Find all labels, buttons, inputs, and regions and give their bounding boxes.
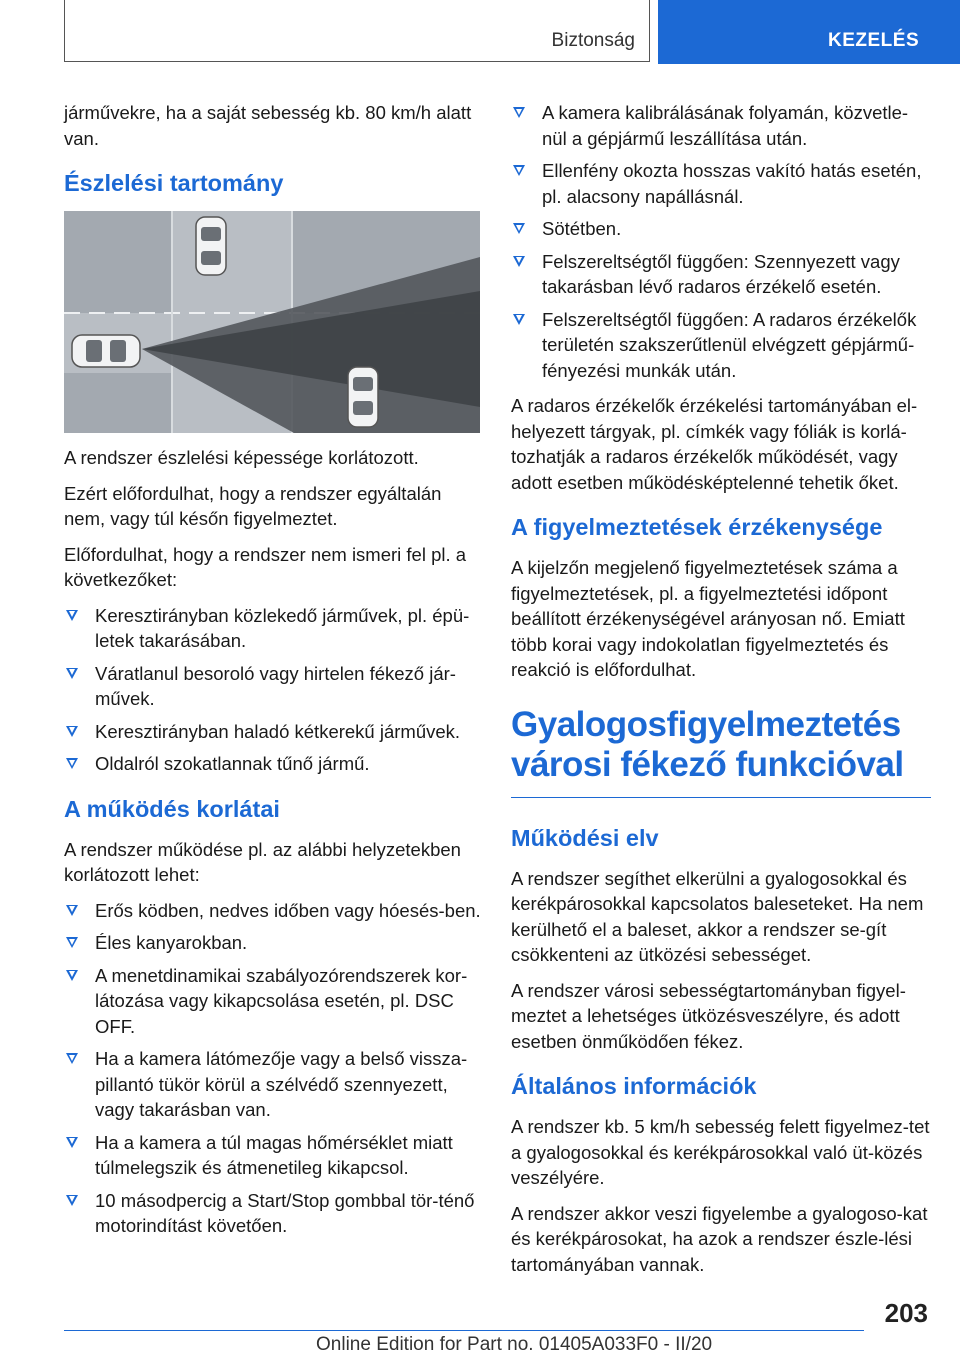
- triangle-bullet-icon: [66, 758, 78, 769]
- triangle-bullet-icon: [66, 1137, 78, 1148]
- right-column: [511, 100, 931, 1287]
- paragraph-radar-objects: A radaros érzékelők érzékelési tartományában el-helyezett tárgyak, pl. címkék vagy fóliák is korlá-tozhatják a radaros érzékelők működését, vagy adott esetben működésképtelenné tehetik őket.: [511, 395, 918, 493]
- vehicle-crossing-bottom: [348, 367, 378, 427]
- list-not-recognized: [64, 603, 484, 777]
- footer-edition: Online Edition for Part no. 01405A033F0 - II/20: [316, 1334, 713, 1355]
- list-item: 10 másodpercig a Start/Stop gombbal tör-ténő motorindítást követően.: [64, 1188, 484, 1239]
- paragraph-late-warning: Ezért előfordulhat, hogy a rendszer egyáltalán nem, vagy túl későn figyelmeztet.: [64, 482, 442, 529]
- list-limitations-continued: [511, 100, 931, 383]
- triangle-bullet-icon: [513, 223, 525, 234]
- list-item: Éles kanyarokban.: [64, 930, 484, 956]
- footer-divider: [64, 1330, 864, 1331]
- triangle-bullet-icon: [66, 905, 78, 916]
- list-item: Keresztirányban közlekedő járművek, pl. épü-letek takarásában.: [64, 603, 484, 654]
- paragraph-not-recognized: Előfordulhat, hogy a rendszer nem ismeri fel pl. a következőket:: [64, 543, 467, 590]
- list-item: Felszereltségtől függően: A radaros érzékelők területén szakszerűtlenül elvégzett gépjármű-fényezési munkák után.: [511, 307, 931, 384]
- triangle-bullet-icon: [66, 970, 78, 981]
- list-item: Erős ködben, nedves időben vagy hóesés-ben.: [64, 898, 484, 924]
- paragraph-operation-2: A rendszer városi sebességtartományban figyel-meztet a lehetséges ütközésveszélyre, és adott esetben önműködően fékez.: [511, 979, 906, 1052]
- paragraph-limitations: A rendszer működése pl. az alábbi helyzetekben korlátozott lehet:: [64, 838, 461, 885]
- list-item: A menetdinamikai szabályozórendszerek kor-látozása vagy kikapcsolása esetén, pl. DSC OFF.: [64, 963, 484, 1040]
- paragraph-general-1: A rendszer kb. 5 km/h sebesség felett figyelmez-tet a gyalogosokkal és kerékpárosokkal való üt-közés veszélyére.: [511, 1116, 930, 1188]
- vehicle-crossing-top: [196, 217, 226, 275]
- triangle-bullet-icon: [513, 314, 525, 325]
- detection-range-figure: [64, 211, 480, 433]
- heading-general-info: Általános információk: [511, 1073, 757, 1099]
- list-item: Ha a kamera látómezője vagy a belső vissza-pillantó tükör körül a szélvédő szennyezett, vagy takarásban van.: [64, 1046, 484, 1123]
- paragraph-general-2: A rendszer akkor veszi figyelembe a gyalogoso-kat és kerékpárosokat, ha azok a rendszer észle-lési tartományában vannak.: [511, 1202, 928, 1275]
- triangle-bullet-icon: [66, 937, 78, 948]
- triangle-bullet-icon: [513, 256, 525, 267]
- page-number: 203: [884, 1298, 928, 1328]
- paragraph-operation-1: A rendszer segíthet elkerülni a gyalogosokkal és kerékpárosokkal kapcsolatos baleseteket. Ha nem kerülhető el a baleset, akkor a rendszer se-gít csökkenteni az ütközési sebességet.: [511, 867, 924, 965]
- intro-paragraph: járművekre, ha a saját sebesség kb. 80 km/h alatt van.: [64, 102, 472, 149]
- paragraph-limited-capability: A rendszer észlelési képessége korlátozott.: [64, 447, 419, 468]
- triangle-bullet-icon: [66, 1195, 78, 1206]
- triangle-bullet-icon: [66, 1053, 78, 1064]
- chapter-heading: [511, 705, 931, 798]
- list-item: Ha a kamera a túl magas hőmérséklet miatt túlmelegszik és átmenetileg kikapcsol.: [64, 1130, 484, 1181]
- list-item: Váratlanul besoroló vagy hirtelen fékező jár-művek.: [64, 661, 484, 712]
- list-item: Felszereltségtől függően: Szennyezett vagy takarásban lévő radaros érzékelő esetén.: [511, 249, 931, 300]
- list-item: Sötétben.: [511, 216, 931, 242]
- paragraph-sensitivity: A kijelzőn megjelenő figyelmeztetések száma a figyelmeztetések, pl. a figyelmeztetési időpont beállított érzékenységével arányosan nő. Emiatt több korai vagy indokolatlan figyelmeztetés és reakció is előfordulhat.: [511, 557, 905, 680]
- list-item: A kamera kalibrálásának folyamán, közvetle-nül a gépjármű leszállítása után.: [511, 100, 931, 151]
- heading-detection-range: Észlelési tartomány: [64, 170, 284, 196]
- left-column: [64, 100, 484, 1249]
- chapter-tab: KEZELÉS: [658, 0, 960, 64]
- list-limitations: [64, 898, 484, 1239]
- heading-warning-sensitivity: A figyelmeztetések érzékenysége: [511, 514, 883, 540]
- running-header: [64, 0, 650, 62]
- heading-operating-principle: Működési elv: [511, 824, 659, 851]
- list-item: Oldalról szokatlannak tűnő jármű.: [64, 751, 484, 777]
- triangle-bullet-icon: [66, 610, 78, 621]
- chapter-title-line1: Gyalogosfigyelmeztetés: [511, 704, 901, 744]
- heading-limitations: A működés korlátai: [64, 795, 280, 822]
- list-item: Ellenfény okozta hosszas vakító hatás esetén, pl. alacsony napállásnál.: [511, 158, 931, 209]
- vehicle-own: [72, 335, 140, 367]
- chapter-title-line2: városi fékező funkcióval: [511, 744, 904, 784]
- list-item: Keresztirányban haladó kétkerekű járművek.: [64, 719, 484, 745]
- triangle-bullet-icon: [513, 107, 525, 118]
- section-title: Biztonság: [551, 30, 635, 51]
- triangle-bullet-icon: [66, 668, 78, 679]
- triangle-bullet-icon: [513, 165, 525, 176]
- triangle-bullet-icon: [66, 726, 78, 737]
